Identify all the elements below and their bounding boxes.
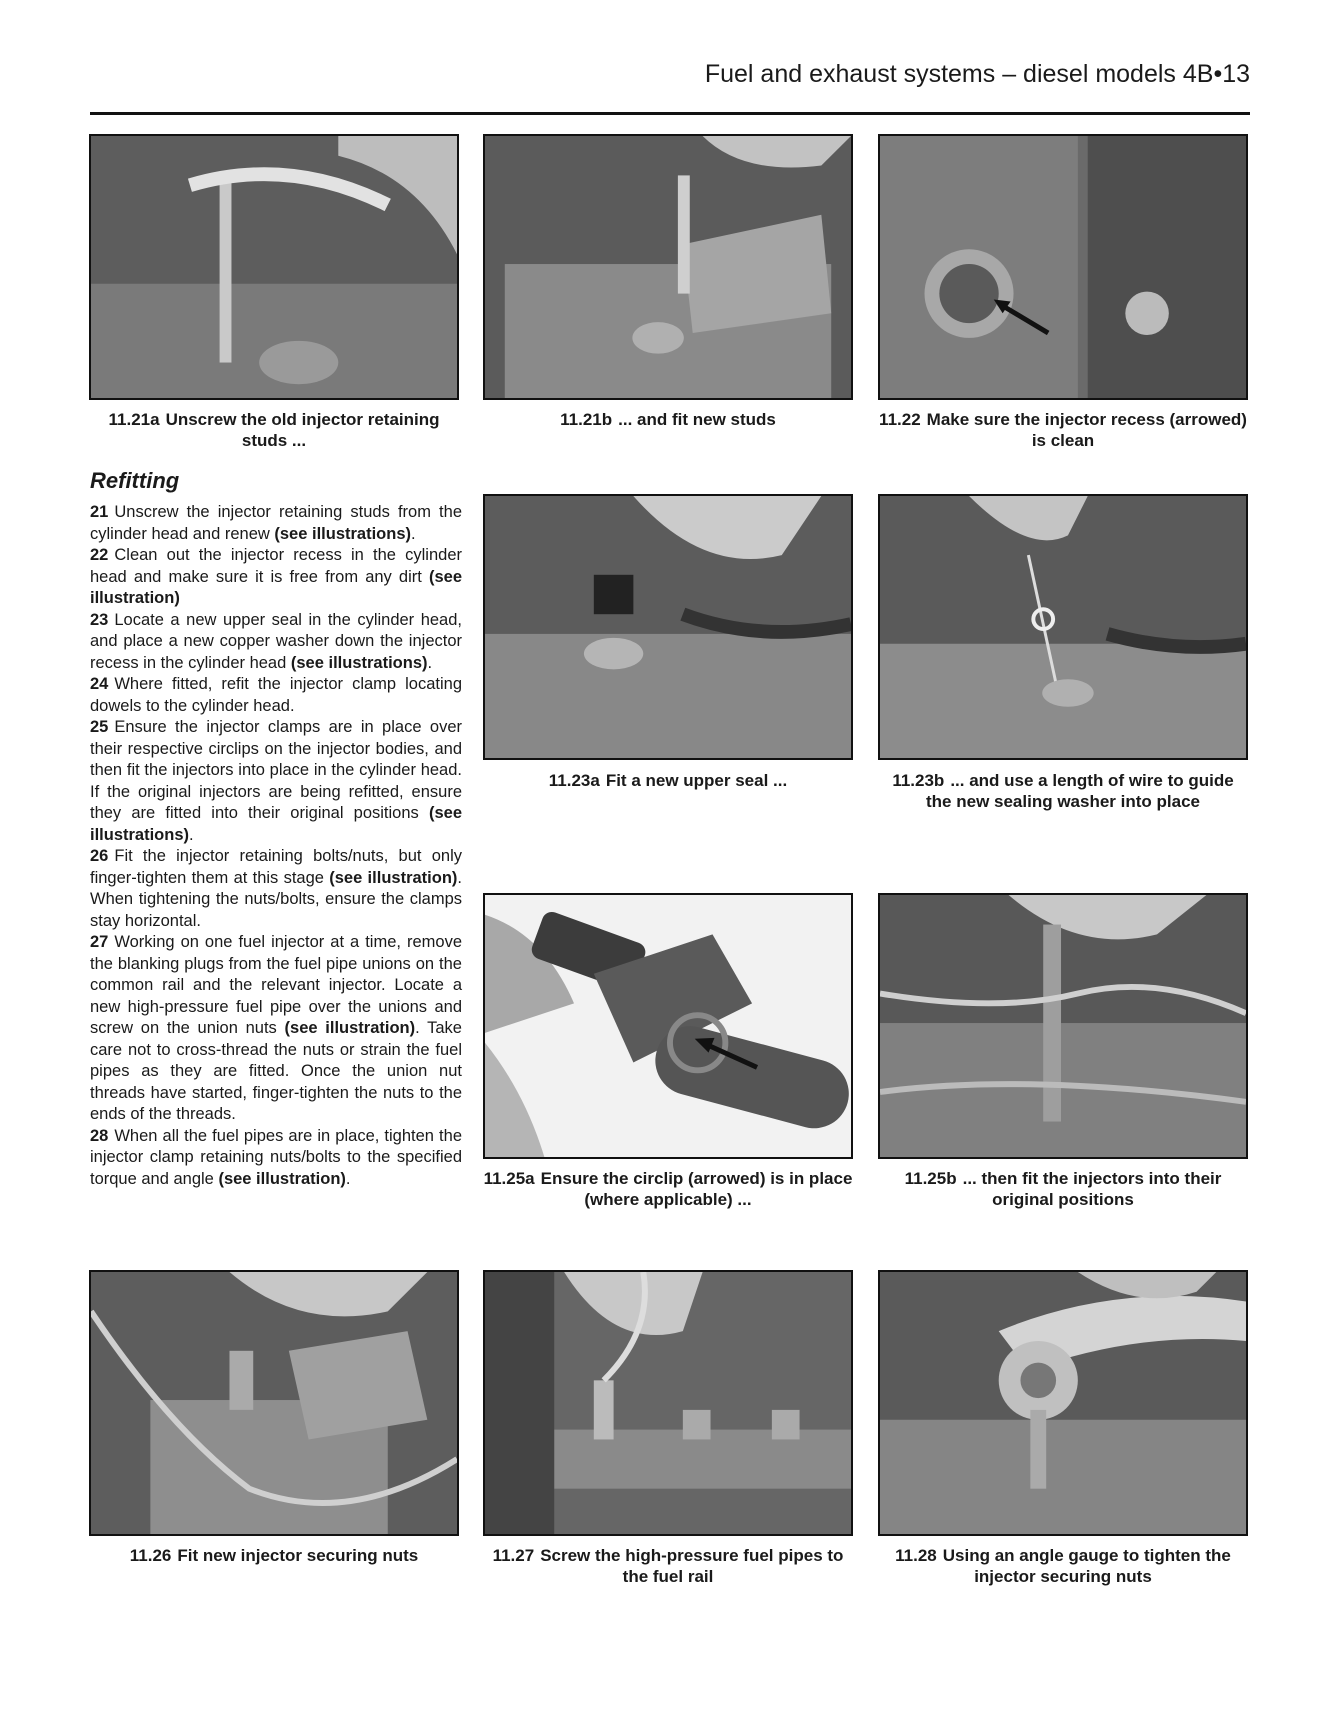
paragraph-23: 23 Locate a new upper seal in the cylinder head, and place a new copper washer down the injector recess in the cylinder head (see illustrations). [90,610,462,672]
section-title: Refitting [90,468,180,493]
paragraph-26: 26 Fit the injector retaining bolts/nuts, but only finger-tighten them at this stage (see illustration). When tightening the nuts/bolts, ensure the clamps stay horizontal. [90,847,462,930]
page-header [90,56,1250,116]
header-rule [90,112,1250,115]
photo-11-21b [483,134,853,400]
photo-11-25b [878,893,1248,1159]
photo-11-21a [89,134,459,400]
caption-11-21a: 11.21a Unscrew the old injector retaining studs ... [108,410,440,450]
photo-11-28 [878,1270,1248,1536]
caption-11-28: 11.28 Using an angle gauge to tighten the injector securing nuts [895,1546,1231,1586]
photo-11-22 [878,134,1248,400]
paragraph-22: 22 Clean out the injector recess in the cylinder head and make sure it is free from any dirt (see illustration) [90,546,462,607]
photo-11-27 [483,1270,853,1536]
text-column [90,468,462,1190]
caption-11-25b: 11.25b ... then fit the injectors into their original positions [904,1169,1222,1209]
paragraph-25: 25 Ensure the injector clamps are in place over their respective circlips on the injector bodies, and then fit the injectors into place in the cylinder head. If the original injectors are being refitted, ensure they are fitted into their original positions (see illustrations). [90,718,462,844]
photo-11-23a [483,494,853,760]
page-title: Fuel and exhaust systems – diesel models 4B•13 [704,60,1250,88]
caption-11-21b: 11.21b ... and fit new studs [560,410,776,429]
paragraph-21: 21 Unscrew the injector retaining studs from the cylinder head and renew (see illustrations). [90,503,462,543]
photo-11-25a [483,893,853,1159]
photo-11-26 [89,1270,459,1536]
photo-11-23b [878,494,1248,760]
caption-11-27: 11.27 Screw the high-pressure fuel pipes to the fuel rail [492,1546,844,1586]
caption-11-23b: 11.23b ... and use a length of wire to guide the new sealing washer into place [892,771,1234,811]
caption-11-23a: 11.23a Fit a new upper seal ... [548,771,788,790]
caption-11-26: 11.26 Fit new injector securing nuts [129,1546,419,1565]
paragraph-24: 24 Where fitted, refit the injector clamp locating dowels to the cylinder head. [90,675,462,715]
caption-11-22: 11.22 Make sure the injector recess (arrowed) is clean [879,410,1247,450]
caption-11-25a: 11.25a Ensure the circlip (arrowed) is in place (where applicable) ... [483,1169,853,1209]
paragraph-27: 27 Working on one fuel injector at a time, remove the blanking plugs from the fuel pipe unions on the common rail and the relevant injector. Locate a new high-pressure fuel pipe over the unions and screw on the union nuts (see illustration). Take care not to cross-thread the nuts or strain the fuel pipes as they are fitted. Once the union nut threads have started, finger-tighten the nuts to the ends of the threads. [90,933,462,1123]
paragraph-28: 28 When all the fuel pipes are in place, tighten the injector clamp retaining nuts/bolts to the specified torque and angle (see illustration). [90,1126,462,1188]
